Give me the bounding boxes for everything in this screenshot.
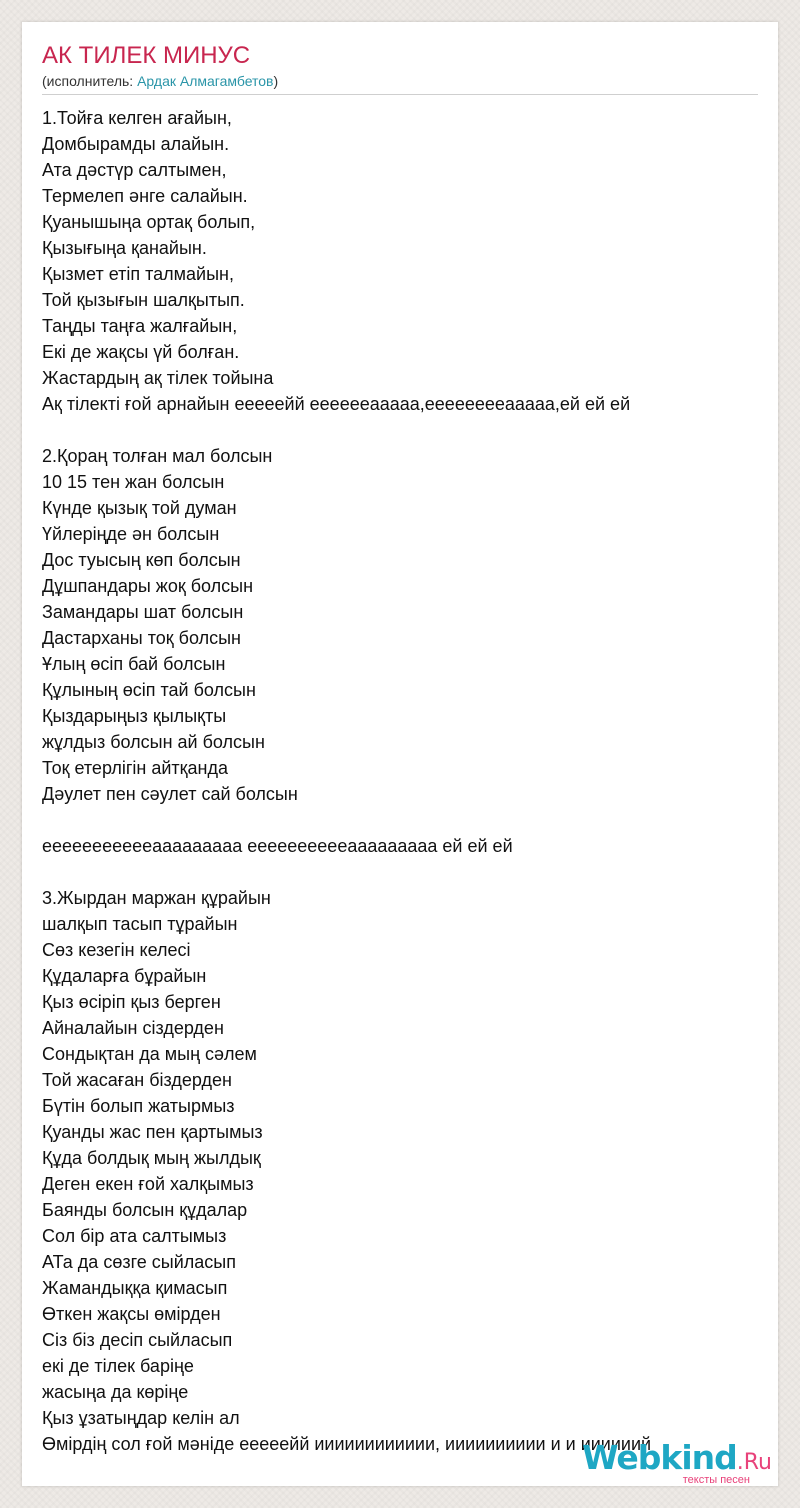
lyric-line: еееееееееееааааааааа ееееееееееааааааааа ей ей ей xyxy=(42,836,513,856)
lyric-line: Бүтін болып жатырмыз xyxy=(42,1096,235,1116)
lyric-line: жасыңа да көріңе xyxy=(42,1382,189,1402)
lyric-line: Домбырамды алайын. xyxy=(42,134,230,154)
lyric-line: Өмірдің сол ғой мәніде ееееейй ииииииииииии, ииииииииии и и иииииий xyxy=(42,1434,652,1454)
lyric-line: Термелеп әнге салайын. xyxy=(42,186,248,206)
lyric-line: Айналайын сіздерден xyxy=(42,1018,224,1038)
lyric-line: 1.Тойға келген ағайын, xyxy=(42,108,232,128)
lyric-line: Той жасаған біздерден xyxy=(42,1070,232,1090)
lyrics-text xyxy=(42,105,778,1457)
lyric-line: Той қызығын шалқытып. xyxy=(42,290,245,310)
lyric-blank-line xyxy=(42,807,778,833)
lyric-line: Күнде қызық той думан xyxy=(42,498,237,518)
lyric-line: Құдаларға бұрайын xyxy=(42,966,207,986)
lyric-line: 10 15 тен жан болсын xyxy=(42,472,225,492)
lyric-line: Жамандыққа қимасып xyxy=(42,1278,228,1298)
logo-wordmark xyxy=(582,1438,772,1477)
lyric-line: Қыз өсіріп қыз берген xyxy=(42,992,221,1012)
lyric-line: Сіз біз десіп сыйласып xyxy=(42,1330,233,1350)
lyric-line: Қыздарыңыз қылықты xyxy=(42,706,227,726)
logo-tagline: тексты песен xyxy=(682,1474,750,1486)
lyric-line: Құда болдық мың жылдық xyxy=(42,1148,261,1168)
lyric-line: Таңды таңға жалғайын, xyxy=(42,316,238,336)
logo-tld: .Ru xyxy=(736,1450,772,1475)
byline-suffix: ) xyxy=(273,73,279,89)
lyric-line: Сөз кезегін келесі xyxy=(42,940,191,960)
lyric-line: Баянды болсын құдалар xyxy=(42,1200,248,1220)
lyric-line: Өткен жақсы өмірден xyxy=(42,1304,221,1324)
artist-byline xyxy=(42,72,278,90)
lyric-line: Ақ тілекті ғой арнайын ееееейй ееееееааааа,ееееееееааааа,ей ей ей xyxy=(42,394,631,414)
lyric-line: жұлдыз болсын ай болсын xyxy=(42,732,265,752)
lyrics-card xyxy=(22,22,778,1486)
lyric-line: Дәулет пен сәулет сай болсын xyxy=(42,784,298,804)
title-divider xyxy=(42,94,758,95)
lyric-line: Сол бір ата салтымыз xyxy=(42,1226,227,1246)
lyric-line: Қуанды жас пен қартымыз xyxy=(42,1122,263,1142)
lyric-line: шалқып тасып тұрайын xyxy=(42,914,238,934)
lyric-line: Құлының өсіп тай болсын xyxy=(42,680,256,700)
lyric-blank-line xyxy=(42,859,778,885)
lyric-blank-line xyxy=(42,417,778,443)
lyric-line: Деген екен ғой халқымыз xyxy=(42,1174,254,1194)
lyric-line: Қыз ұзатыңдар келін ал xyxy=(42,1408,240,1428)
logo-brand: Webkind xyxy=(582,1438,737,1477)
lyric-line: Дұшпандары жоқ болсын xyxy=(42,576,254,596)
webkind-logo xyxy=(582,1438,772,1486)
lyric-line: Ұлың өсіп бай болсын xyxy=(42,654,226,674)
lyric-line: Үйлеріңде ән болсын xyxy=(42,524,220,544)
lyric-line: 2.Қораң толған мал болсын xyxy=(42,446,273,466)
lyric-line: Екі де жақсы үй болған. xyxy=(42,342,240,362)
lyric-line: Қызмет етіп талмайын, xyxy=(42,264,234,284)
lyric-line: Сондықтан да мың сәлем xyxy=(42,1044,257,1064)
lyric-line: Тоқ етерлігін айтқанда xyxy=(42,758,228,778)
lyric-line: Дастарханы тоқ болсын xyxy=(42,628,241,648)
lyric-line: Жастардың ақ тілек тойына xyxy=(42,368,274,388)
byline-prefix: (исполнитель: xyxy=(42,73,138,89)
lyric-line: Қызығыңа қанайын. xyxy=(42,238,207,258)
lyric-line: Ата дәстүр салтымен, xyxy=(42,160,227,180)
lyric-line: Дос туысың көп болсын xyxy=(42,550,241,570)
lyric-line: екі де тілек баріңе xyxy=(42,1356,194,1376)
lyric-line: АТа да сөзге сыйласып xyxy=(42,1252,236,1272)
lyric-line: Қуанышыңа ортақ болып, xyxy=(42,212,256,232)
song-title: АК ТИЛЕК МИНУС xyxy=(42,42,251,69)
lyric-line: 3.Жырдан маржан құрайын xyxy=(42,888,271,908)
artist-link[interactable]: Ардак Алмагамбетов xyxy=(137,73,274,89)
lyric-line: Замандары шат болсын xyxy=(42,602,244,622)
